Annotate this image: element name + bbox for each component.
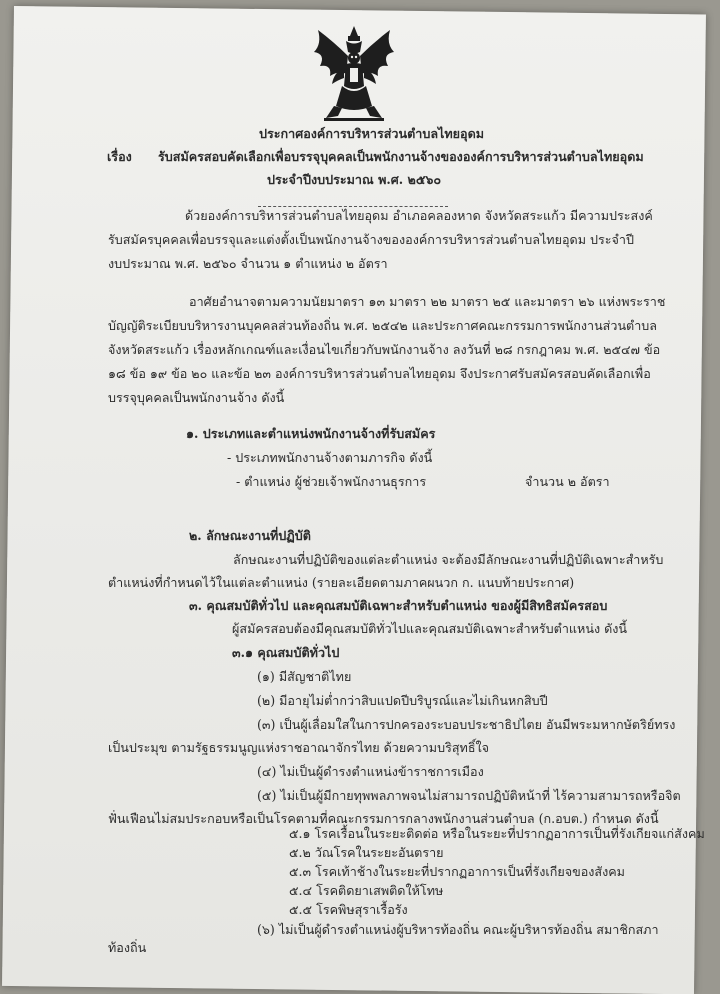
qualification-item: เป็นประมุข ตามรัฐธรรมนูญแห่งราชอาณาจักรไทย ด้วยความบริสุทธิ์ใจ [108, 740, 490, 755]
qualification-item: (๒) มีอายุไม่ต่ำกว่าสิบแปดปีบริบูรณ์และไม่เกินหกสิบปี [257, 693, 548, 708]
subject-label: เรื่อง [107, 149, 132, 164]
section3-1-heading: ๓.๑ คุณสมบัติทั่วไป [232, 645, 340, 660]
intro-p1-line: งบประมาณ พ.ศ. ๒๕๖๐ จำนวน ๑ ตำแหน่ง ๒ อัตรา [108, 256, 388, 271]
section1-heading: ๑. ประเภทและตำแหน่งพนักงานจ้างที่รับสมัคร [186, 426, 436, 441]
intro-p2-line: ๑๘ ข้อ ๑๙ ข้อ ๒๐ และข้อ ๒๓ องค์การบริหารส่วนตำบลไทยอุดม จึงประกาศรับสมัครสอบคัดเลือกเพื่อ [108, 366, 651, 381]
garuda-emblem-icon [304, 22, 404, 126]
announcement-title: ประกาศองค์การบริหารส่วนตำบลไทยอุดม [259, 126, 485, 141]
header-divider [258, 206, 448, 207]
qualification-item: (๑) มีสัญชาติไทย [257, 669, 352, 684]
fiscal-year: ประจำปีงบประมาณ พ.ศ. ๒๕๖๐ [267, 172, 442, 187]
section1-position: - ตำแหน่ง ผู้ช่วยเจ้าพนักงานธุรการ [236, 474, 427, 489]
intro-p2-line: บรรจุบุคคลเป็นพนักงานจ้าง ดังนี้ [108, 390, 285, 405]
qualification-item-6-continued: ท้องถิ่น [108, 940, 147, 955]
intro-p1-line: ด้วยองค์การบริหารส่วนตำบลไทยอุดม อำเภอคลองหาด จังหวัดสระแก้ว มีความประสงค์ [185, 208, 653, 223]
disease-item: ๕.๒ วัณโรคในระยะอันตราย [289, 845, 444, 860]
disease-item: ๕.๔ โรคติดยาเสพติดให้โทษ [289, 883, 444, 898]
disease-item: ๕.๕ โรคพิษสุราเรื้อรัง [289, 902, 408, 917]
intro-p2-line: บัญญัติระเบียบบริหารงานบุคคลส่วนท้องถิ่น พ.ศ. ๒๕๔๒ และประกาศคณะกรรมการพนักงานส่วนตำบล [108, 318, 658, 333]
intro-p2-line: อาศัยอำนาจตามความนัยมาตรา ๑๓ มาตรา ๒๒ มาตรา ๒๕ และมาตรา ๒๖ แห่งพระราช [189, 294, 666, 309]
disease-item: ๕.๑ โรคเรื้อนในระยะติดต่อ หรือในระยะที่ปรากฏอาการเป็นที่รังเกียจแก่สังคม [289, 826, 705, 841]
section1-quota: จำนวน ๒ อัตรา [525, 474, 610, 489]
subject-text: รับสมัครสอบคัดเลือกเพื่อบรรจุบุคคลเป็นพนักงานจ้างขององค์การบริหารส่วนตำบลไทยอุดม [158, 149, 644, 164]
intro-p1-line: รับสมัครบุคคลเพื่อบรรจุและแต่งตั้งเป็นพนักงานจ้างขององค์การบริหารส่วนตำบลไทยอุดม ประจำปี [108, 232, 634, 247]
section2-line: ตำแหน่งที่กำหนดไว้ในแต่ละตำแหน่ง (รายละเอียดตามภาคผนวก ก. แนบท้ายประกาศ) [108, 575, 575, 590]
qualification-item-6: (๖) ไม่เป็นผู้ดำรงตำแหน่งผู้บริหารท้องถิ่น คณะผู้บริหารท้องถิ่น สมาชิกสภา [257, 922, 659, 937]
qualification-item: (๕) ไม่เป็นผู้มีกายทุพพลภาพจนไม่สามารถปฏิบัติหน้าที่ ไร้ความสามารถหรือจิต [257, 788, 681, 803]
section2-line: ลักษณะงานที่ปฏิบัติของแต่ละตำแหน่ง จะต้องมีลักษณะงานที่ปฏิบัติเฉพาะสำหรับ [233, 552, 664, 567]
section3-intro: ผู้สมัครสอบต้องมีคุณสมบัติทั่วไปและคุณสมบัติเฉพาะสำหรับตำแหน่ง ดังนี้ [232, 621, 628, 636]
qualification-item: (๔) ไม่เป็นผู้ดำรงตำแหน่งข้าราชการเมือง [257, 764, 484, 779]
section2-heading: ๒. ลักษณะงานที่ปฏิบัติ [189, 528, 311, 543]
section3-heading: ๓. คุณสมบัติทั่วไป และคุณสมบัติเฉพาะสำหรับตำแหน่ง ของผู้มีสิทธิสมัครสอบ [189, 598, 608, 613]
qualification-item: ฟั่นเฟือนไม่สมประกอบหรือเป็นโรคตามที่คณะกรรมการกลางพนักงานส่วนตำบล (ก.อบต.) กำหนด ดังนี้ [108, 811, 659, 826]
section1-type: - ประเภทพนักงานจ้างตามภารกิจ ดังนี้ [227, 450, 433, 465]
intro-p2-line: จังหวัดสระแก้ว เรื่องหลักเกณฑ์และเงื่อนไขเกี่ยวกับพนักงานจ้าง ลงวันที่ ๒๘ กรกฎาคม พ.ศ. ๒๕๔๗ ข้อ [108, 342, 661, 357]
disease-item: ๕.๓ โรคเท้าช้างในระยะที่ปรากฏอาการเป็นที่รังเกียจของสังคม [289, 864, 625, 879]
qualification-item: (๓) เป็นผู้เลื่อมใสในการปกครองระบอบประชาธิปไตย อันมีพระมหากษัตริย์ทรง [257, 717, 676, 732]
